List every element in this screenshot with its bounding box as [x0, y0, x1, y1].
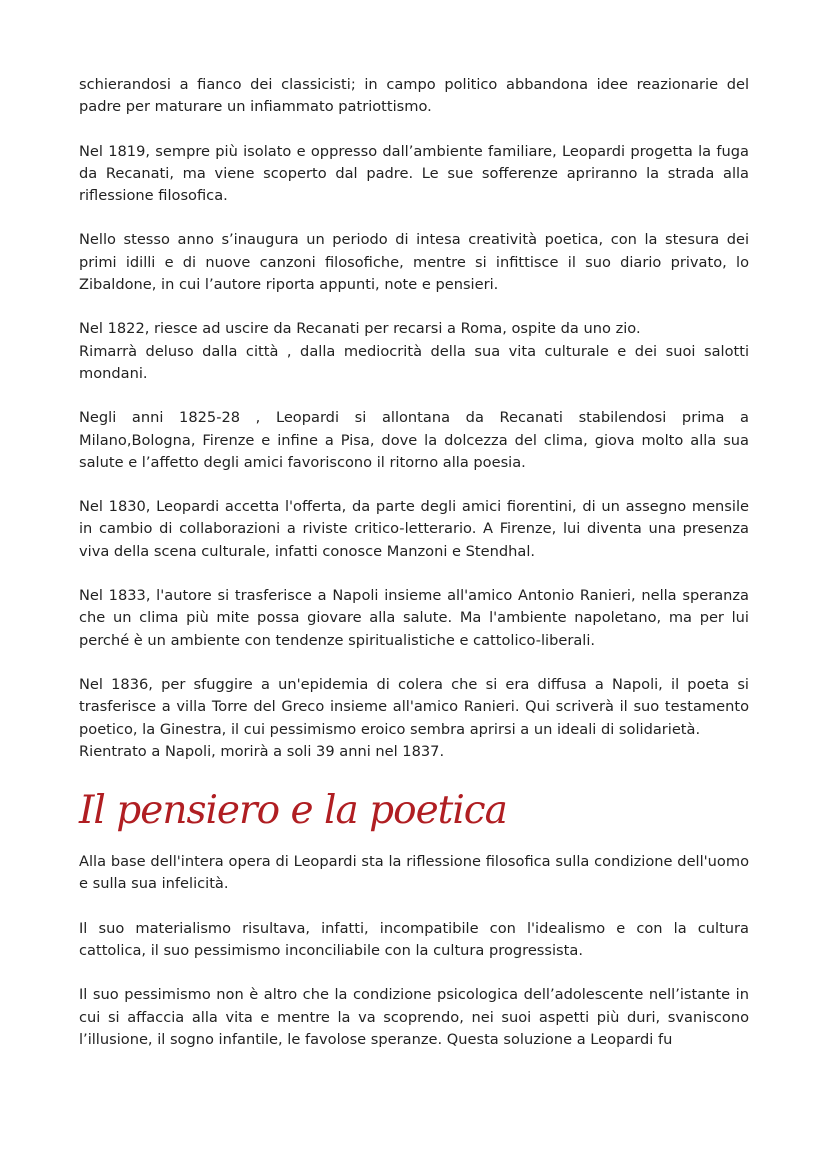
paragraph-1830: Nel 1830, Leopardi accetta l'offerta, da parte degli amici fiorentini, di un assegno mensile in cambio di collaborazioni a riviste critico-letterario. A Firenze, lui diventa una presenza viva della scena culturale, infatti conosce Manzoni e Stendhal.: [79, 498, 749, 560]
paragraph-1836: Nel 1836, per sfuggire a un'epidemia di colera che si era diffusa a Napoli, il poeta si trasferisce a villa Torre del Greco insieme all'amico Ranieri. Qui scriverà il suo testamento poetico, la Ginestra, il cui pessimismo eroico sembra aprirsi a un ideali di solidarietà.: [79, 675, 749, 738]
paragraph-pessimismo: Il suo pessimismo non è altro che la condizione psicologica dell’adolescente nell’istante in cui si affaccia alla vita e mentre la va scoprendo, nei suoi aspetti più duri, svaniscono l’illusione, il sogno infantile, le favolose speranze. Questa soluzione a Leopardi fu: [79, 986, 749, 1048]
paragraph-1822: Nel 1822, riesce ad uscire da Recanati per recarsi a Roma, ospite da uno zio.: [79, 320, 641, 338]
document-body: [79, 74, 749, 1073]
paragraph-1819: Nel 1819, sempre più isolato e oppresso dall’ambiente familiare, Leopardi progetta la fuga da Recanati, ma viene scoperto dal padre. Le sue sofferenze apriranno la strada alla riflessione filosofica.: [79, 142, 749, 205]
paragraph-1833: Nel 1833, l'autore si trasferisce a Napoli insieme all'amico Antonio Ranieri, nella speranza che un clima più mite possa giovare alla salute. Ma l'ambiente napoletano, ma per lui perché è un ambiente con tendenze spiritualistiche e cattolico-liberali.: [79, 587, 749, 649]
paragraph-roma-delusione: Rimarrà deluso dalla città , dalla mediocrità della sua vita culturale e dei suoi salotti mondani.: [79, 342, 749, 382]
paragraph-zibaldone: Nello stesso anno s’inaugura un periodo di intesa creatività poetica, con la stesura dei primi idilli e di nuove canzoni filosofiche, mentre si infittisce il suo diario privato, lo Zibaldone, in cui l’autore riporta appunti, note e pensieri.: [79, 231, 749, 294]
paragraph-riflessione: Alla base dell'intera opera di Leopardi sta la riflessione filosofica sulla condizione dell'uomo e sulla sua infelicità.: [79, 853, 749, 893]
paragraph-1825: Negli anni 1825-28 , Leopardi si allontana da Recanati stabilendosi prima a Milano,Bologna, Firenze e infine a Pisa, dove la dolcezza del clima, giova molto alla sua salute e l’affetto degli amici favoriscono il ritorno alla poesia.: [79, 409, 749, 471]
paragraph-materialismo: Il suo materialismo risultava, infatti, incompatibile con l'idealismo e con la cultura cattolica, il suo pessimismo inconciliabile con la cultura progressista.: [79, 919, 749, 960]
paragraph-classicisti: schierandosi a fianco dei classicisti; in campo politico abbandona idee reazionarie del padre per maturare un infiammato patriottismo.: [79, 76, 749, 116]
paragraph-morte: Rientrato a Napoli, morirà a soli 39 anni nel 1837.: [79, 742, 445, 760]
section-heading: Il pensiero e la poetica: [79, 788, 507, 834]
